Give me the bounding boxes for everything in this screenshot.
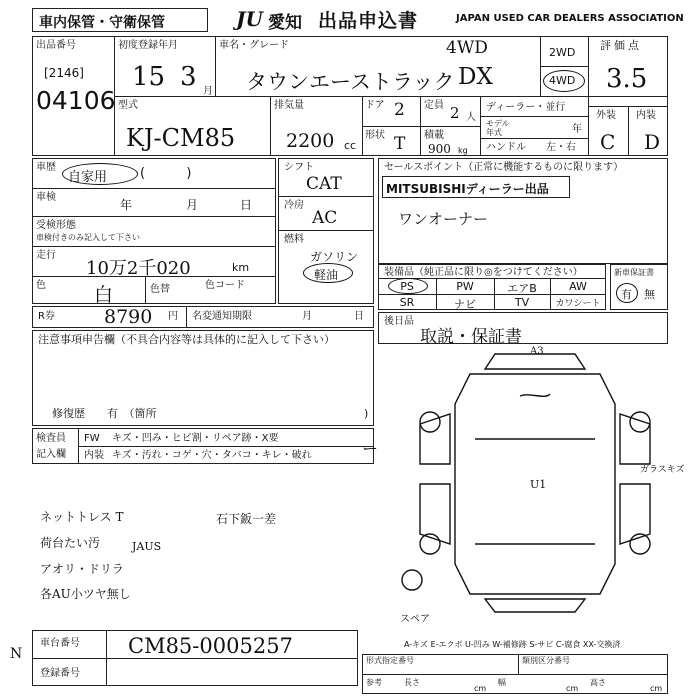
lot-sub-number: [2146]: [44, 66, 84, 80]
rating-label: 評価点: [600, 39, 642, 52]
div-h-dealer: [480, 116, 588, 117]
doors-label: ドア: [365, 100, 385, 111]
registration-month: 3: [180, 62, 197, 92]
note-line-1: ネットトレス T: [40, 510, 124, 524]
form-title: 出品申込書: [318, 10, 419, 32]
equip-pw: PW: [456, 280, 474, 293]
chassis-left-mark: N: [10, 646, 23, 662]
recycle-unit: 円: [168, 311, 178, 322]
mileage-unit: km: [232, 261, 250, 274]
type-designation-label: 形式指定番号: [366, 656, 414, 665]
div-h-modelyear: [480, 138, 588, 139]
chassis-label: 車台番号: [40, 638, 80, 649]
div-h-chassis: [32, 658, 358, 659]
fw-label: FW: [84, 433, 100, 444]
interior-items-label: 内装: [84, 450, 104, 461]
note-right: 石下鈑一差: [216, 512, 277, 526]
inspection-day-unit: 日: [240, 198, 253, 212]
doors-value: 2: [394, 100, 405, 120]
inspection-year-unit: 年: [120, 198, 133, 212]
option-4wd: 4WD: [549, 74, 576, 87]
div-h-2wd: [540, 66, 588, 67]
sales-text: ワンオーナー: [398, 210, 489, 228]
storage-label: 車内保管・守衛保管: [39, 15, 165, 31]
rear-bumper: [485, 599, 585, 612]
shape-value: T: [394, 134, 406, 154]
aircon-label: 冷房: [284, 200, 304, 211]
div-v8: [480, 96, 481, 156]
color-value: 白: [94, 284, 114, 306]
history-label: 車歴: [36, 162, 56, 173]
warranty-yes: 有: [621, 288, 632, 301]
div-h-inspector: [78, 446, 374, 447]
interior-items: キズ・汚れ・コゲ・穴・タバコ・キレ・破れ: [112, 450, 312, 461]
warranty-label: 新車保証書: [614, 268, 654, 277]
div-v5: [270, 96, 271, 156]
width-label: 幅: [498, 678, 506, 687]
registration-number-label: 登録番号: [40, 668, 80, 679]
diagram-side-note: ガラスキズ: [640, 465, 685, 475]
diagram-center-mark: U1: [530, 478, 547, 491]
height-unit: cm: [650, 684, 663, 693]
div-v-recycle: [186, 306, 187, 328]
registration-year: 15: [132, 62, 166, 92]
sales-label: セールスポイント（正常に機能するものに限ります）: [384, 162, 624, 173]
color-label: 色: [36, 280, 46, 291]
tax-deadline-label: 名変通知期限: [192, 311, 252, 322]
mileage-label: 走行: [36, 250, 56, 261]
vehicle-name-label: 車名・グレード: [219, 40, 289, 51]
div-h1: [114, 96, 668, 97]
interior-label: 内装: [636, 110, 656, 121]
region-name: 愛知: [268, 13, 302, 33]
handle-label: ハンドル: [486, 142, 526, 153]
registration-label: 初度登録年月: [118, 40, 178, 51]
note-line-4: 各AU小ツヤ無し: [40, 587, 131, 601]
div-h-inspection: [32, 188, 276, 189]
equip-navi: ナビ: [454, 298, 476, 311]
dealer-import-label: ディーラー・並行: [486, 102, 566, 113]
load-value: 900: [428, 142, 451, 156]
left-door-front: [420, 414, 450, 464]
repair-history-close: ): [364, 407, 369, 420]
rating-score: 3.5: [606, 64, 648, 94]
equip-airbag: エアB: [507, 282, 537, 295]
load-unit: kg: [458, 146, 468, 155]
ju-logo: JU: [236, 7, 263, 31]
warranty-no: 無: [644, 288, 655, 301]
div-h-cert: [362, 674, 668, 675]
acceptance-label: 受検形態: [36, 220, 76, 231]
div-h-acceptance: [32, 216, 276, 217]
drive-note: 4WD: [446, 38, 488, 58]
div-v-color: [145, 276, 146, 304]
equipment-label: 装備品（純正品に限り◎をつけてください）: [384, 267, 583, 278]
tax-month-unit: 月: [302, 311, 312, 322]
shift-value: CAT: [306, 174, 342, 194]
displacement-label: 排気量: [274, 100, 304, 111]
displacement-value: 2200: [286, 130, 335, 152]
aircon-value: AC: [312, 208, 338, 228]
spare-tire: [402, 570, 422, 590]
capacity-unit: 人: [466, 112, 476, 123]
length-label: 長さ: [404, 678, 420, 687]
exterior-grade: C: [600, 130, 616, 154]
note-line-2: 荷台たい汚: [40, 536, 101, 550]
storage-box: [32, 8, 208, 32]
inspection-month-unit: 月: [186, 198, 199, 212]
diagram-top-mark: A3: [530, 346, 544, 357]
lot-number: 04106: [36, 86, 116, 115]
div-h-shape: [362, 126, 480, 127]
color-repaint-label: 色替: [150, 284, 170, 295]
equip-aw: AW: [569, 280, 587, 293]
inspector-label-2: 記入欄: [36, 449, 66, 460]
front-left-wheel: [420, 412, 440, 432]
damage-legend: A-キズ E-エクボ U-凹み W-補修跡 S-サビ C-腐食 XX-交換済: [404, 640, 621, 649]
vehicle-name: タウンエーストラック: [246, 70, 455, 94]
caution-label: 注意事項申告欄（不具合内容等は具体的に記入して下さい）: [38, 333, 335, 346]
capacity-label: 定員: [424, 100, 444, 111]
acceptance-note: 車検付きのみ記入して下さい: [36, 233, 140, 242]
ref-label: 参考: [366, 678, 382, 687]
model-year-label-1: モデル: [486, 119, 510, 128]
model-value: KJ-CM85: [126, 124, 236, 152]
spare-label: スペア: [400, 614, 430, 625]
fuel-gasoline: ガソリン: [310, 250, 359, 264]
equip-leather: カワシート: [555, 299, 601, 309]
note-line-3: アオリ・ドリラ: [40, 562, 124, 576]
fuel-diesel: 軽油: [314, 268, 339, 282]
model-year-label-2: 年式: [486, 128, 502, 137]
div-h-eq2: [378, 294, 606, 295]
shift-label: シフト: [284, 162, 314, 173]
load-label: 積載: [424, 130, 444, 141]
fuel-label: 燃料: [284, 234, 304, 245]
registration-month-unit: 月: [203, 86, 213, 97]
lot-label: 出品番号: [36, 40, 76, 51]
chassis-value: CM85-0005257: [128, 634, 293, 658]
exterior-label: 外装: [596, 110, 616, 121]
model-year-unit: 年: [572, 124, 582, 135]
interior-grade: D: [644, 130, 661, 154]
model-label: 型式: [118, 100, 138, 111]
length-unit: cm: [474, 684, 487, 693]
inspector-scribble: ー: [362, 439, 379, 458]
fw-items: キズ・凹み・ヒビ割・リペア跡・X要: [112, 433, 279, 444]
recycle-value: 8790: [104, 306, 153, 328]
div-v2: [215, 36, 216, 96]
color-code-label: 色コード: [205, 280, 245, 291]
inspection-label: 車検: [36, 192, 56, 203]
div-h-ac: [278, 196, 374, 197]
front-right-wheel: [630, 412, 650, 432]
mileage-value: 10万2千020: [86, 258, 191, 279]
equip-ps: PS: [400, 280, 414, 293]
tax-day-unit: 日: [354, 311, 364, 322]
after-value: 取説・保証書: [420, 327, 522, 347]
association-name: JAPAN USED CAR DEALERS ASSOCIATION: [456, 13, 684, 24]
width-unit: cm: [566, 684, 579, 693]
dealer-badge: MITSUBISHIディーラー出品: [386, 182, 549, 196]
handle-options: 左・右: [546, 142, 576, 153]
shape-label: 形状: [365, 130, 385, 141]
div-h-fuel: [278, 230, 374, 231]
div-h-mileage: [32, 246, 276, 247]
after-label: 後日品: [384, 316, 414, 327]
history-paren: ( ): [140, 166, 192, 181]
option-2wd: 2WD: [549, 46, 576, 59]
equip-tv: TV: [514, 296, 530, 309]
equip-sr: SR: [399, 296, 415, 309]
class-number-label: 類別区分番号: [522, 656, 570, 665]
scratch-mark: [520, 394, 550, 396]
inspector-label-1: 検査員: [36, 433, 66, 444]
right-door-front: [620, 414, 650, 464]
capacity-value: 2: [450, 104, 460, 122]
displacement-unit: cc: [344, 139, 357, 152]
div-v-cert: [518, 654, 519, 674]
height-label: 高さ: [590, 678, 606, 687]
repair-history: 修復歴 有 （箇所: [52, 407, 157, 420]
recycle-label: R券: [38, 311, 55, 322]
note-jaus: JAUS: [132, 540, 162, 553]
div-v-rating: [628, 106, 629, 156]
history-value: 自家用: [68, 170, 108, 185]
vehicle-grade: DX: [458, 64, 493, 90]
